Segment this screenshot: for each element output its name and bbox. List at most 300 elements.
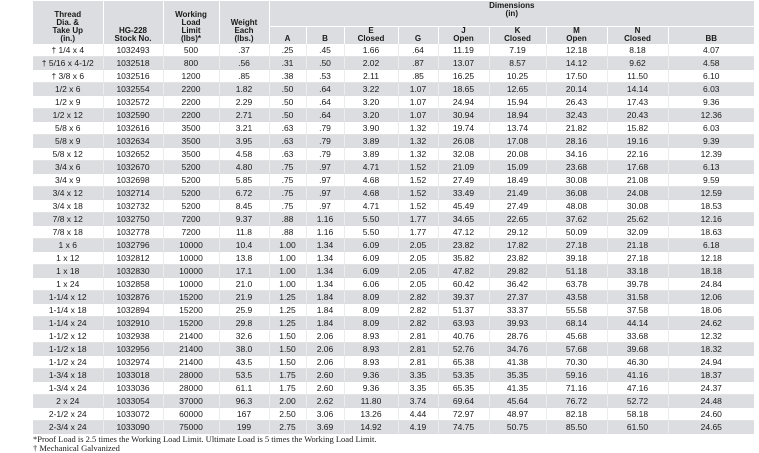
dim-bb-cell: 18.18 [668,265,754,278]
working-load-limit-cell: 2200 [163,109,219,122]
dim-k-cell: 33.37 [489,304,546,317]
dim-a-cell: .75 [269,187,306,200]
dim-j-cell: 11.19 [438,44,489,57]
thread-size-cell: 1 x 24 [33,278,103,291]
dim-e-cell: 3.20 [344,109,398,122]
dim-a-cell: .38 [269,70,306,83]
dim-m-cell: 55.58 [546,304,607,317]
dim-b-cell: 1.34 [306,265,344,278]
dim-bb-cell: 6.03 [668,83,754,96]
stock-no-cell: 1032518 [103,57,163,70]
dim-m-cell: 12.18 [546,44,607,57]
stock-no-cell: 1032652 [103,148,163,161]
dim-b-cell: .45 [306,44,344,57]
dim-e-cell: 8.93 [344,330,398,343]
stock-no-cell: 1032698 [103,174,163,187]
dim-bb-cell: 4.07 [668,44,754,57]
dim-g-cell: 2.81 [398,330,438,343]
dim-g-cell: 1.52 [398,187,438,200]
weight-cell: 3.95 [219,135,269,148]
dim-bb-cell: 6.13 [668,161,754,174]
dim-a-cell: 1.75 [269,369,306,382]
table-row [33,161,754,174]
thread-size-cell: 3/4 x 9 [33,174,103,187]
dim-bb-cell: 18.53 [668,200,754,213]
dim-b-cell: 2.62 [306,395,344,408]
dim-e-cell: 1.66 [344,44,398,57]
working-load-limit-cell: 800 [163,57,219,70]
dim-m-cell: 14.12 [546,57,607,70]
working-load-limit-cell: 5200 [163,187,219,200]
dim-n-cell: 11.50 [607,70,668,83]
dim-n-cell: 31.58 [607,291,668,304]
working-load-limit-cell: 7200 [163,226,219,239]
dim-b-cell: .64 [306,109,344,122]
dim-m-cell: 34.16 [546,148,607,161]
thread-size-cell: 2-3/4 x 24 [33,421,103,434]
dim-g-cell: 1.52 [398,161,438,174]
dim-bb-cell: 18.06 [668,304,754,317]
stock-no-cell: 1032812 [103,252,163,265]
weight-cell: 61.1 [219,382,269,395]
thread-size-cell: 1/2 x 6 [33,83,103,96]
dim-e-cell: 4.71 [344,200,398,213]
thread-size-cell: 1-3/4 x 24 [33,382,103,395]
dim-j-cell: 21.09 [438,161,489,174]
dim-k-cell: 35.35 [489,369,546,382]
weight-cell: .56 [219,57,269,70]
dim-n-cell: 52.72 [607,395,668,408]
dim-a-cell: 2.75 [269,421,306,434]
stock-no-cell: 1032590 [103,109,163,122]
stock-no-cell: 1032750 [103,213,163,226]
dim-n-cell: 19.16 [607,135,668,148]
dim-j-cell: 27.49 [438,174,489,187]
dim-j-cell: 34.65 [438,213,489,226]
dim-e-cell: 9.36 [344,382,398,395]
dim-n-cell: 17.43 [607,96,668,109]
dim-b-cell: 1.16 [306,213,344,226]
dim-m-cell: 27.18 [546,239,607,252]
dim-g-cell: 1.52 [398,200,438,213]
working-load-limit-cell: 10000 [163,265,219,278]
dim-k-cell: 15.94 [489,96,546,109]
working-load-limit-cell: 75000 [163,421,219,434]
dim-bb-cell: 24.65 [668,421,754,434]
stock-no-cell: 1032858 [103,278,163,291]
working-load-limit-cell: 3500 [163,148,219,161]
working-load-limit-cell: 21400 [163,330,219,343]
dim-m-cell: 57.68 [546,343,607,356]
dim-g-cell: .87 [398,57,438,70]
dim-b-cell: 2.06 [306,330,344,343]
dim-bb-cell: 24.62 [668,317,754,330]
dim-bb-cell: 24.37 [668,382,754,395]
dim-k-cell: 13.74 [489,122,546,135]
table-row [33,278,754,291]
dim-bb-cell: 12.36 [668,109,754,122]
working-load-limit-cell: 10000 [163,252,219,265]
header-working-load-limit: Working Load Limit (lbs)* [163,1,219,44]
weight-cell: 13.8 [219,252,269,265]
dim-g-cell: 2.82 [398,291,438,304]
dim-g-cell: 1.32 [398,135,438,148]
table-row [33,343,754,356]
dim-k-cell: 18.94 [489,109,546,122]
weight-cell: 4.58 [219,148,269,161]
stock-no-cell: 1032796 [103,239,163,252]
header-dim-j-open: J Open [438,27,489,45]
dim-e-cell: 8.09 [344,291,398,304]
header-stock-no: HG-228 Stock No. [103,1,163,44]
dim-j-cell: 39.37 [438,291,489,304]
dim-b-cell: .97 [306,174,344,187]
weight-cell: 2.71 [219,109,269,122]
table-row [33,96,754,109]
dim-a-cell: .75 [269,174,306,187]
dim-g-cell: 4.19 [398,421,438,434]
dim-e-cell: 6.06 [344,278,398,291]
stock-no-cell: 1033090 [103,421,163,434]
dim-b-cell: 1.84 [306,291,344,304]
dim-j-cell: 47.82 [438,265,489,278]
working-load-limit-cell: 21400 [163,343,219,356]
dim-k-cell: 8.57 [489,57,546,70]
dim-n-cell: 15.82 [607,122,668,135]
dim-bb-cell: 12.59 [668,187,754,200]
thread-size-cell: 3/4 x 12 [33,187,103,200]
dim-g-cell: 1.07 [398,109,438,122]
dim-n-cell: 27.18 [607,252,668,265]
dim-j-cell: 16.25 [438,70,489,83]
weight-cell: 43.5 [219,356,269,369]
dim-e-cell: 5.50 [344,226,398,239]
table-row [33,187,754,200]
dim-a-cell: 1.75 [269,382,306,395]
dim-j-cell: 23.82 [438,239,489,252]
stock-no-cell: 1032634 [103,135,163,148]
dim-b-cell: .50 [306,57,344,70]
stock-no-cell: 1033072 [103,408,163,421]
weight-cell: 1.82 [219,83,269,96]
dim-k-cell: 23.82 [489,252,546,265]
working-load-limit-cell: 10000 [163,239,219,252]
dim-j-cell: 51.37 [438,304,489,317]
dim-a-cell: 1.50 [269,330,306,343]
weight-cell: 9.37 [219,213,269,226]
weight-cell: 29.8 [219,317,269,330]
dim-n-cell: 33.18 [607,265,668,278]
dim-g-cell: 2.82 [398,317,438,330]
stock-no-cell: 1032830 [103,265,163,278]
weight-cell: .37 [219,44,269,57]
table-row [33,395,754,408]
dim-j-cell: 74.75 [438,421,489,434]
thread-size-cell: † 5/16 x 4-1/2 [33,57,103,70]
dim-a-cell: 1.25 [269,291,306,304]
working-load-limit-cell: 3500 [163,122,219,135]
thread-size-cell: 1-3/4 x 18 [33,369,103,382]
weight-cell: 21.9 [219,291,269,304]
dim-k-cell: 18.49 [489,174,546,187]
footnote-galvanized: † Mechanical Galvanized [33,443,120,453]
dim-b-cell: .97 [306,200,344,213]
dim-m-cell: 82.18 [546,408,607,421]
dim-m-cell: 45.68 [546,330,607,343]
dim-j-cell: 13.07 [438,57,489,70]
dim-m-cell: 85.50 [546,421,607,434]
dim-j-cell: 65.38 [438,356,489,369]
weight-cell: 8.45 [219,200,269,213]
table-row [33,57,754,70]
thread-size-cell: 1 x 12 [33,252,103,265]
table-row [33,369,754,382]
dim-k-cell: 50.75 [489,421,546,434]
dim-b-cell: 3.06 [306,408,344,421]
thread-size-cell: 1-1/4 x 18 [33,304,103,317]
dim-b-cell: .79 [306,135,344,148]
working-load-limit-cell: 60000 [163,408,219,421]
dim-a-cell: .63 [269,122,306,135]
table-row [33,83,754,96]
dim-a-cell: .88 [269,213,306,226]
table-row [33,174,754,187]
dim-bb-cell: 12.18 [668,252,754,265]
header-dim-e-closed: E Closed [344,27,398,45]
dim-j-cell: 72.97 [438,408,489,421]
dim-j-cell: 40.76 [438,330,489,343]
weight-cell: 21.0 [219,278,269,291]
table-row [33,408,754,421]
dim-j-cell: 26.08 [438,135,489,148]
dim-k-cell: 15.09 [489,161,546,174]
dim-j-cell: 19.74 [438,122,489,135]
stock-no-cell: 1032670 [103,161,163,174]
dim-m-cell: 21.82 [546,122,607,135]
dim-n-cell: 44.14 [607,317,668,330]
dim-g-cell: 1.07 [398,96,438,109]
stock-no-cell: 1032938 [103,330,163,343]
thread-size-cell: 3/4 x 6 [33,161,103,174]
dim-m-cell: 70.30 [546,356,607,369]
table-header [33,1,754,44]
dim-k-cell: 28.76 [489,330,546,343]
dim-a-cell: 1.00 [269,265,306,278]
dim-n-cell: 21.08 [607,174,668,187]
thread-size-cell: 1/2 x 9 [33,96,103,109]
table-row [33,252,754,265]
header-dim-n-closed: N Closed [607,27,668,45]
dim-b-cell: 1.34 [306,239,344,252]
dim-m-cell: 23.68 [546,161,607,174]
dim-k-cell: 22.65 [489,213,546,226]
thread-size-cell: 1-1/2 x 12 [33,330,103,343]
dim-a-cell: .63 [269,135,306,148]
dim-b-cell: .53 [306,70,344,83]
table-row [33,291,754,304]
dim-e-cell: 4.68 [344,174,398,187]
dim-a-cell: .63 [269,148,306,161]
stock-no-cell: 1032616 [103,122,163,135]
dim-a-cell: 1.50 [269,343,306,356]
dim-b-cell: 1.16 [306,226,344,239]
working-load-limit-cell: 1200 [163,70,219,83]
table-row [33,382,754,395]
dim-a-cell: .88 [269,226,306,239]
table-row [33,200,754,213]
dim-e-cell: 5.50 [344,213,398,226]
dim-a-cell: .50 [269,83,306,96]
dim-n-cell: 14.14 [607,83,668,96]
dim-e-cell: 9.36 [344,369,398,382]
stock-no-cell: 1032910 [103,317,163,330]
dim-e-cell: 11.80 [344,395,398,408]
dim-e-cell: 14.92 [344,421,398,434]
dim-bb-cell: 18.32 [668,343,754,356]
dim-m-cell: 63.78 [546,278,607,291]
dim-j-cell: 30.94 [438,109,489,122]
table-row [33,265,754,278]
dim-b-cell: 1.34 [306,252,344,265]
dim-m-cell: 30.08 [546,174,607,187]
dim-a-cell: .75 [269,161,306,174]
dim-bb-cell: 9.39 [668,135,754,148]
table-row [33,135,754,148]
dim-a-cell: 2.00 [269,395,306,408]
dim-bb-cell: 12.39 [668,148,754,161]
table-body [33,44,754,434]
dim-j-cell: 69.64 [438,395,489,408]
dim-m-cell: 39.18 [546,252,607,265]
dim-m-cell: 28.16 [546,135,607,148]
dim-j-cell: 52.76 [438,343,489,356]
dim-bb-cell: 18.37 [668,369,754,382]
dim-b-cell: .64 [306,96,344,109]
dim-n-cell: 32.09 [607,226,668,239]
dim-n-cell: 61.50 [607,421,668,434]
dim-k-cell: 29.82 [489,265,546,278]
dim-n-cell: 21.18 [607,239,668,252]
header-dimensions: Dimensions (in) [269,1,754,27]
dim-bb-cell: 4.58 [668,57,754,70]
dim-b-cell: 2.06 [306,343,344,356]
stock-no-cell: 1032956 [103,343,163,356]
dim-j-cell: 60.42 [438,278,489,291]
dim-e-cell: 8.93 [344,343,398,356]
dim-a-cell: .50 [269,109,306,122]
dim-e-cell: 13.26 [344,408,398,421]
table-row [33,44,754,57]
footnote-proof-load: *Proof Load is 2.5 times the Working Load Limit. Ultimate Load is 5 times the Working Load Limit. [33,434,377,444]
stock-no-cell: 1032974 [103,356,163,369]
header-dim-m-open: M Open [546,27,607,45]
dim-k-cell: 41.35 [489,382,546,395]
dim-n-cell: 20.43 [607,109,668,122]
dim-g-cell: 3.74 [398,395,438,408]
dim-e-cell: 8.09 [344,317,398,330]
dim-k-cell: 12.65 [489,83,546,96]
dim-bb-cell: 9.36 [668,96,754,109]
thread-size-cell: † 1/4 x 4 [33,44,103,57]
dim-e-cell: 2.02 [344,57,398,70]
dim-k-cell: 39.93 [489,317,546,330]
working-load-limit-cell: 500 [163,44,219,57]
dim-g-cell: 2.81 [398,356,438,369]
dim-m-cell: 59.16 [546,369,607,382]
dim-m-cell: 51.18 [546,265,607,278]
dim-a-cell: .50 [269,96,306,109]
dim-k-cell: 27.37 [489,291,546,304]
dim-a-cell: 2.50 [269,408,306,421]
dim-j-cell: 47.12 [438,226,489,239]
stock-no-cell: 1032876 [103,291,163,304]
table-row [33,213,754,226]
dim-b-cell: 2.60 [306,382,344,395]
dim-n-cell: 39.78 [607,278,668,291]
header-dim-g: G [398,27,438,45]
stock-no-cell: 1032554 [103,83,163,96]
working-load-limit-cell: 3500 [163,135,219,148]
thread-size-cell: 7/8 x 18 [33,226,103,239]
thread-size-cell: 1-1/4 x 12 [33,291,103,304]
header-dim-b: B [306,27,344,45]
dim-k-cell: 29.12 [489,226,546,239]
dim-j-cell: 65.35 [438,382,489,395]
thread-size-cell: 5/8 x 6 [33,122,103,135]
table-row [33,70,754,83]
weight-cell: 96.3 [219,395,269,408]
dim-k-cell: 17.08 [489,135,546,148]
dim-bb-cell: 6.10 [668,70,754,83]
thread-size-cell: 2-1/2 x 24 [33,408,103,421]
thread-size-cell: † 3/8 x 6 [33,70,103,83]
dim-m-cell: 50.09 [546,226,607,239]
dim-m-cell: 71.16 [546,382,607,395]
weight-cell: 167 [219,408,269,421]
dim-g-cell: 4.44 [398,408,438,421]
header-thread: Thread Dia. & Take Up (in.) [33,1,103,44]
dim-e-cell: 4.71 [344,161,398,174]
dim-n-cell: 8.18 [607,44,668,57]
table-row [33,226,754,239]
dim-k-cell: 41.38 [489,356,546,369]
dim-e-cell: 3.22 [344,83,398,96]
dim-m-cell: 37.62 [546,213,607,226]
dim-b-cell: .97 [306,161,344,174]
spec-table-container [33,1,754,453]
dim-g-cell: 2.82 [398,304,438,317]
table-row [33,317,754,330]
dim-m-cell: 20.14 [546,83,607,96]
dim-e-cell: 3.89 [344,148,398,161]
header-dim-bb: BB [668,27,754,45]
dim-n-cell: 17.68 [607,161,668,174]
dim-j-cell: 24.94 [438,96,489,109]
dim-m-cell: 43.58 [546,291,607,304]
dim-k-cell: 7.19 [489,44,546,57]
dim-k-cell: 21.49 [489,187,546,200]
dim-e-cell: 8.93 [344,356,398,369]
dim-bb-cell: 18.63 [668,226,754,239]
table-row [33,239,754,252]
table-row [33,122,754,135]
dim-a-cell: 1.00 [269,278,306,291]
table-row [33,421,754,434]
weight-cell: 38.0 [219,343,269,356]
working-load-limit-cell: 28000 [163,369,219,382]
weight-cell: 3.21 [219,122,269,135]
dim-bb-cell: 24.48 [668,395,754,408]
